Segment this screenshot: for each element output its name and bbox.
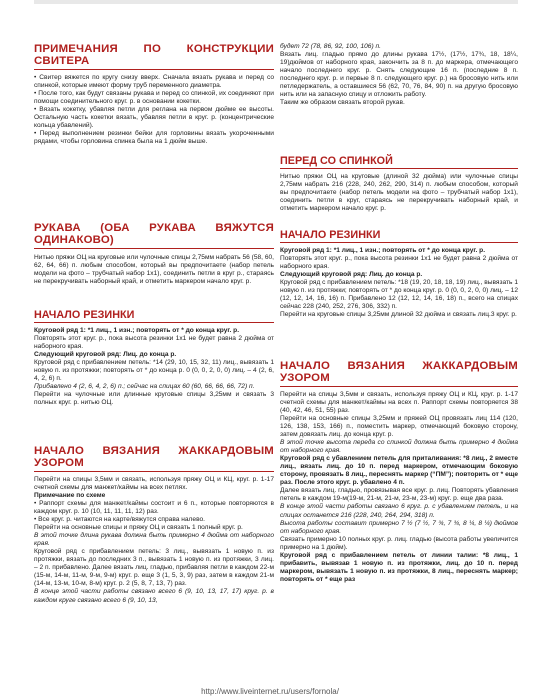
body-rib-4: Круговой ряд с прибавлением петель: *18 (19, 20, 18, 18, 19) лиц., вывязать 1 новую п. из протяжки; повторять от * до конца круг. р. 0 (0, 0, 2, 0, 0) лиц. – 12 (12, 12, 14, 16, 16) п. Прибавлено 12 (12, 12, 14, 16, 18) п., всего на спицах сейчас 228 (240, 252, 276, 306, 332) п.: [280, 279, 518, 311]
body-jacq-7: Круговой ряд с прибавлением петель от линии талии: *8 лиц., 1 прибавить, вывязав 1 новую п. из протяжки, лиц. до 10 п. перед маркером, вывязать 1 новую п. из протяжки, 8 лиц., переснять маркер; повторять от * еще раз: [280, 551, 518, 583]
sleeve-jacq-3: • Все круг. р. читаются на карте/вяжутся справа налево.: [34, 516, 205, 524]
body-jacq-heading: НАЧАЛО ВЯЗАНИЯ ЖАККАРДОВЫМ УЗОРОМ: [280, 360, 518, 387]
body-jacq-5-italic: Высота работы составит примерно 7 ½ (7 ½, 7 ¾, 7 ¾, 8 ¼, 8 ¼) дюймов от наборного края.: [280, 519, 518, 535]
watermark-url: http://www.liveinternet.ru/users/fornola/: [201, 687, 339, 696]
note-1: • Свитер вяжется по кругу снизу вверх. Сначала вязать рукава и перед со спинкой, которые имеют форму труб переменного диаметра.: [34, 73, 274, 89]
sleeve-rib-5: Перейти на чулочные или длинные круговые спицы 3,25мм и связать 3 полных круг. р. нитью ОЦ.: [34, 391, 274, 407]
notes-section: [34, 43, 274, 146]
sleeves-section: [34, 222, 274, 286]
sleeve-rib-1: Круговой ряд 1: *1 лиц., 1 изн.; повторять от * до конца круг. р.: [34, 327, 240, 334]
sleeve-jacq-2: • Раппорт схемы для манжет/каймы состоит и 6 п., которые повторяются в каждом круг. р. 10 (10, 11, 11, 11, 12) раз.: [34, 499, 274, 515]
top-stripe: [34, 0, 518, 4]
sleeve-rib-4-italic: Прибавлено 4 (2, 6, 4, 2, 6) п.; сейчас на спицах 60 (60, 66, 66, 66, 72) п.: [34, 383, 255, 391]
note-3: • Вязать кокетку, убавляя петли для реглана на первом дюйме ее высоты. Остальную часть кокетки вязать, убавляя петли в круг. р. (концентрические кольца убавлений).: [34, 106, 274, 130]
body-jacq-section: [280, 360, 518, 584]
sleeve-jacq-heading: НАЧАЛО ВЯЗАНИЯ ЖАККАРДОВЫМ УЗОРОМ: [34, 445, 274, 472]
body-rib-2: Повторять этот круг. р., пока высота резинки 1x1 не будет равна 2 дюйма от наборного края.: [280, 255, 518, 271]
body-rib-heading: НАЧАЛО РЕЗИНКИ: [280, 229, 518, 243]
body-rib-section: [280, 229, 518, 319]
sleeves-intro: Нитью пряжи ОЦ на круговые или чулочные спицы 2,75мм набрать 56 (58, 60, 62, 64, 66) п. любым способом, который вы предпочитаете (набор петель модели на фото – трубчатый набор 1x1), соединить петли в круг р., стараясь не перекручивать наборный край, и отметить маркером начало круг. р.: [34, 253, 274, 285]
note-4: • Перед выполнением резинки бейки для горловины вязать укороченными рядами, чтобы горловина спинка была на 1 дюйм выше.: [34, 130, 274, 146]
sleeve-jacq-5-italic: В конце этой части работы связано всего 6 (9, 10, 13, 17, 17) круг. р. в каждом круге связано всего 6 (9, 10, 13,: [34, 588, 274, 604]
body-jacq-4: Далее вязать лиц. гладью, провязывая все круг. р. лиц. Повторять убавления петель в каждом 19-м(19-м, 21-м, 21-м, 23-м, 23-м) круг. р. еще два раза.: [280, 487, 518, 503]
sleeve-cont-italic: будет 72 (78, 86, 92, 100, 106) п.: [280, 43, 381, 50]
sleeves-heading: РУКАВА (ОБА РУКАВА ВЯЖУТСЯ ОДИНАКОВО): [34, 222, 274, 249]
sleeve-rib-2: Повторять этот круг. р., пока высота резинки 1x1 не будет равна 2 дюйма от наборного края.: [34, 335, 274, 351]
body-rib-5: Перейти на круговые спицы 3,25мм длиной 32 дюйма и связать лиц.3 круг. р.: [280, 311, 517, 319]
sleeve-rib-section: [34, 309, 274, 407]
sleeve-rib-4: Круговой ряд с прибавлением петель: *14 (29, 10, 15, 32, 11) лиц., вывязать 1 новую п. из протяжки; повторять от * до конца р. 0 (0, 0, 2, 0, 0) лиц. – 4 (2, 6, 4, 2, 6) п.: [34, 359, 274, 383]
body-rib-3: Следующий круговой ряд: Лиц. до конца р.: [280, 271, 423, 279]
body-jacq-3: Круговой ряд с убавлением петель для приталивания: *8 лиц., 2 вместе лиц., вязать лиц. до 10 п. перед маркером, отмечающим боковую сторону, провязать 8 лиц., переснять маркер (“ПМ”); повторить от * еще раз. После этого круг. р. убавлено 4 п.: [280, 455, 518, 487]
body-jacq-4-italic: В конце этой части работы связано 6 круг. р. с убавлением петель, и на спицах останется 216 (228, 240, 264, 294, 318) п.: [280, 503, 518, 519]
body-rib-1: Круговой ряд 1: *1 лиц., 1 изн.; повторять от * до конца круг. р.: [280, 247, 486, 254]
notes-heading: ПРИМЕЧАНИЯ ПО КОНСТРУКЦИИ СВИТЕРА: [34, 43, 274, 70]
body-jacq-1: Перейти на спицы 3,5мм и связать, используя пряжу ОЦ и КЦ, круг. р. 1-17 счетной схемы для манжет/каймы на всех п. Раппорт схемы повторяется 38 (40, 42, 46, 51, 55) раз.: [280, 390, 518, 414]
sleeve-jacq-4: Перейти на основные спицы и пряжу ОЦ и связать 1 полный круг. р.: [34, 524, 243, 532]
sleeve-jacq-section: [34, 445, 274, 605]
sleeve-jacq-1: Перейти на спицы 3,5мм и связать, используя пряжу ОЦ и КЦ, круг. р. 1-17 счетной схемы для манжет/каймы на всех петлях.: [34, 475, 274, 491]
sleeve-cont-text-2: Таким же образом связать второй рукав.: [280, 99, 405, 107]
body-jacq-6: Связать примерно 10 полных круг. р. лиц. гладью (высота работы увеличится примерно на 1 дюйм).: [280, 535, 518, 551]
sleeve-jacq-note-heading: Примечание по схеме: [34, 491, 106, 499]
sleeve-continued: [280, 43, 518, 107]
sleeve-jacq-4-italic: В этой точке длина рукава должна быть примерно 4 дюйма от наборного края.: [34, 532, 274, 548]
body-jacq-2-italic: В этой точке высота переда со спинкой должна быть примерно 4 дюйма от наборного края.: [280, 439, 518, 455]
sleeve-rib-3: Следующий круговой ряд: Лиц. до конца р.: [34, 351, 177, 359]
note-2: • После того, как будут связаны рукава и перед со спинкой, их соединяют при помощи соединительного круг. р. в основании кокетки.: [34, 89, 274, 105]
body-jacq-2: Перейти на основные спицы 3,25мм и пряжей ОЦ провязать лиц 114 (120, 126, 138, 153, 166) п., поместить маркер, отмечающий боковую сторону, затем довязать лиц. до конца круг. р.: [280, 414, 518, 439]
body-intro: Нитью пряжи ОЦ на круговые (длиной 32 дюйма) или чулочные спицы 2,75мм набрать 216 (228, 240, 262, 290, 314) п. любым способом, который вы предпочитаете (набор петель модели на фото – трубчатый набор 1x1), соединить петли в круг, стараясь не перекручивать наборный край, и отметить маркером начало круг. р.: [280, 173, 518, 213]
sleeve-rib-heading: НАЧАЛО РЕЗИНКИ: [34, 309, 274, 323]
body-heading: ПЕРЕД СО СПИНКОЙ: [280, 155, 518, 169]
sleeve-cont-text: Вязать лиц. гладью прямо до длины рукава 17½, (17½, 17¾, 18, 18¼, 19)дюймов от наборного края, закончить за 8 п. до маркера, отмечающего начало последнего круг. р. Снять следующие 16 п. (последние 8 п. последнего круг. р. и первые 8 п. следующего круг. р.) на бросовую нить или петледержатель, а оставшиеся 56 (62, 70, 76, 84, 90) п. на другую бросовую нить или на запасную спицу и отложить работу.: [280, 51, 518, 99]
body-section: [280, 155, 518, 213]
sleeve-jacq-5: Круговой ряд с прибавлением петель: 3 лиц., вывязать 1 новую п. из протяжки, вязать до последних 3 п., вывязать 1 новую п. из протяжки, 3 лиц. – 2 п. прибавлено. Далее вязать лиц. гладью, прибавляя петли в каждом 22-м (15-м, 14-м, 11-м, 9-м, 9-м) круг. р. еще 3 (1, 5, 3, 9) раз, затем в каждом 21-м (14-м, 13-м, 10-м, 8-м) круг. р. 2 (5, 8, 7, 13, 7) раз.: [34, 548, 274, 588]
